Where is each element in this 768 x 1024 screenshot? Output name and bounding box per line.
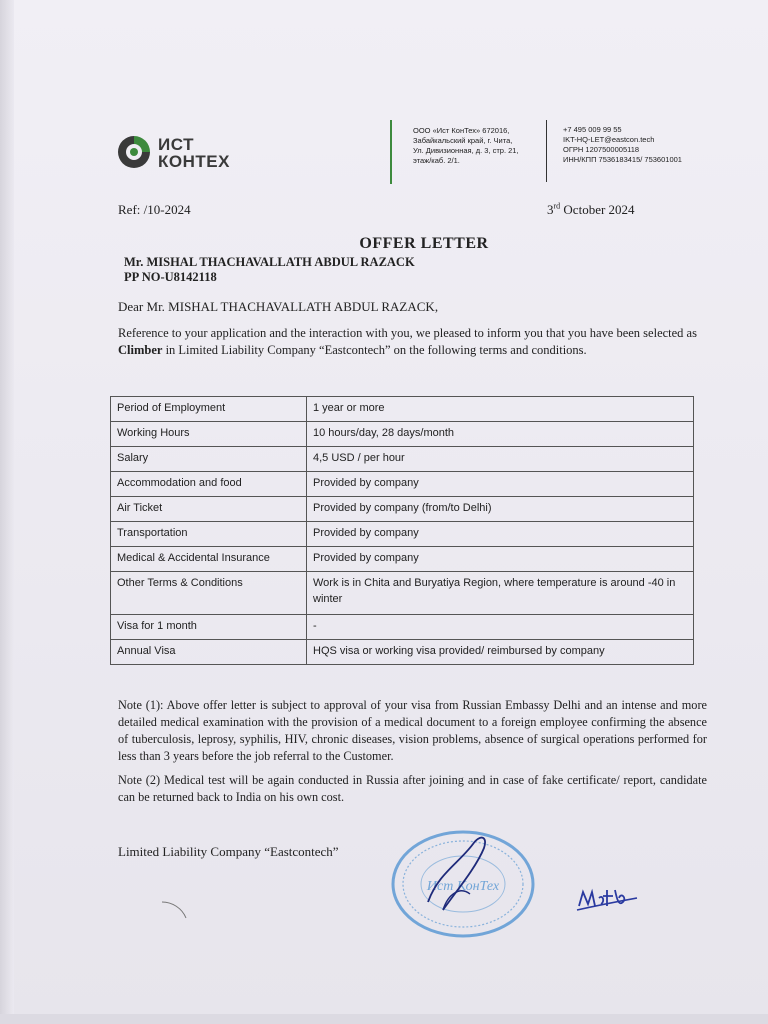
terms-table	[110, 396, 694, 665]
company-stamp-icon	[388, 824, 538, 938]
contact-ogrn: ОГРН 1207500005118	[563, 145, 640, 154]
term-value: HQS visa or working visa provided/ reimbursed by company	[307, 640, 694, 665]
table-row	[111, 640, 694, 665]
table-row	[111, 497, 694, 522]
company-address	[413, 126, 541, 166]
table-row	[111, 615, 694, 640]
term-value: 10 hours/day, 28 days/month	[307, 422, 694, 447]
term-value: Work is in Chita and Buryatiya Region, where temperature is around -40 in winter	[307, 572, 694, 615]
note-1: Note (1): Above offer letter is subject to approval of your visa from Russian Embassy Delhi and an intense and more detailed medical examination with the provision of a medical document to a foreign employee confirming the absence of tuberculosis, leprosy, syphilis, HIV, chronic diseases, vision problems, absence of surgical operations performed for less than 3 years before the job referral to the Customer.	[118, 698, 707, 763]
page-bottom-edge	[0, 1014, 768, 1024]
intro-text: Reference to your application and the interaction with you, we pleased to inform you that you have been selected as	[118, 326, 697, 340]
logo-line-2: КОНТЕХ	[158, 152, 230, 171]
term-value: Provided by company	[307, 522, 694, 547]
term-label: Working Hours	[111, 422, 307, 447]
address-line: Забайкальский край, г. Чита,	[413, 136, 513, 145]
term-label: Annual Visa	[111, 640, 307, 665]
table-row	[111, 447, 694, 472]
page-edge-shadow	[0, 0, 14, 1024]
address-line: этаж/каб. 2/1.	[413, 156, 460, 165]
date-day: 3	[547, 202, 554, 217]
logo-text	[158, 136, 230, 170]
contact-inn: ИНН/КПП 7536183415/ 753601001	[563, 155, 682, 164]
address-line: Ул. Дивизионная, д. 3, стр. 21,	[413, 146, 519, 155]
date-suffix: rd	[553, 201, 561, 211]
stray-pen-mark	[160, 898, 190, 920]
contact-email: IKT-HQ-LET@eastcon.tech	[563, 135, 655, 144]
letter-date	[547, 202, 635, 218]
term-label: Period of Employment	[111, 397, 307, 422]
term-label: Transportation	[111, 522, 307, 547]
table-row	[111, 397, 694, 422]
table-row	[111, 422, 694, 447]
term-label: Air Ticket	[111, 497, 307, 522]
company-signoff: Limited Liability Company “Eastcontech”	[118, 844, 339, 859]
table-row	[111, 572, 694, 615]
intro-text-end: in Limited Liability Company “Eastcontech” on the following terms and conditions.	[162, 343, 587, 357]
term-label: Visa for 1 month	[111, 615, 307, 640]
company-logo	[114, 130, 244, 176]
candidate-name: Mr. MISHAL THACHAVALLATH ABDUL RAZACK	[124, 255, 415, 269]
intro-paragraph	[118, 325, 718, 359]
table-row	[111, 472, 694, 497]
term-value: Provided by company	[307, 547, 694, 572]
salutation: Dear Mr. MISHAL THACHAVALLATH ABDUL RAZACK,	[118, 299, 439, 314]
stamp-text: Ист КонТех	[426, 879, 500, 894]
term-label: Salary	[111, 447, 307, 472]
position-title: Climber	[118, 343, 163, 357]
logo-line-1: ИСТ	[158, 135, 194, 154]
date-rest: October 2024	[560, 202, 635, 217]
term-label: Medical & Accidental Insurance	[111, 547, 307, 572]
term-value: Provided by company (from/to Delhi)	[307, 497, 694, 522]
note-2: Note (2) Medical test will be again conducted in Russia after joining and in case of fake certificate/ report, candidate can be returned back to India on his own cost.	[118, 773, 707, 804]
term-label: Other Terms & Conditions	[111, 572, 307, 615]
logo-mark-icon	[114, 132, 154, 172]
company-contact	[563, 125, 713, 165]
candidate-passport: PP NO-U8142118	[124, 270, 217, 284]
table-row	[111, 547, 694, 572]
term-value: -	[307, 615, 694, 640]
document-title: OFFER LETTER	[359, 235, 489, 252]
contact-phone: +7 495 009 99 55	[563, 125, 622, 134]
term-label: Accommodation and food	[111, 472, 307, 497]
signature-icon	[575, 880, 645, 920]
reference-number: Ref: /10-2024	[118, 202, 191, 217]
header-divider-green	[390, 120, 392, 184]
term-value: 4,5 USD / per hour	[307, 447, 694, 472]
term-value: Provided by company	[307, 472, 694, 497]
header-divider	[546, 120, 547, 182]
term-value: 1 year or more	[307, 397, 694, 422]
address-line: ООО «Ист КонТех» 672016,	[413, 126, 510, 135]
table-row	[111, 522, 694, 547]
